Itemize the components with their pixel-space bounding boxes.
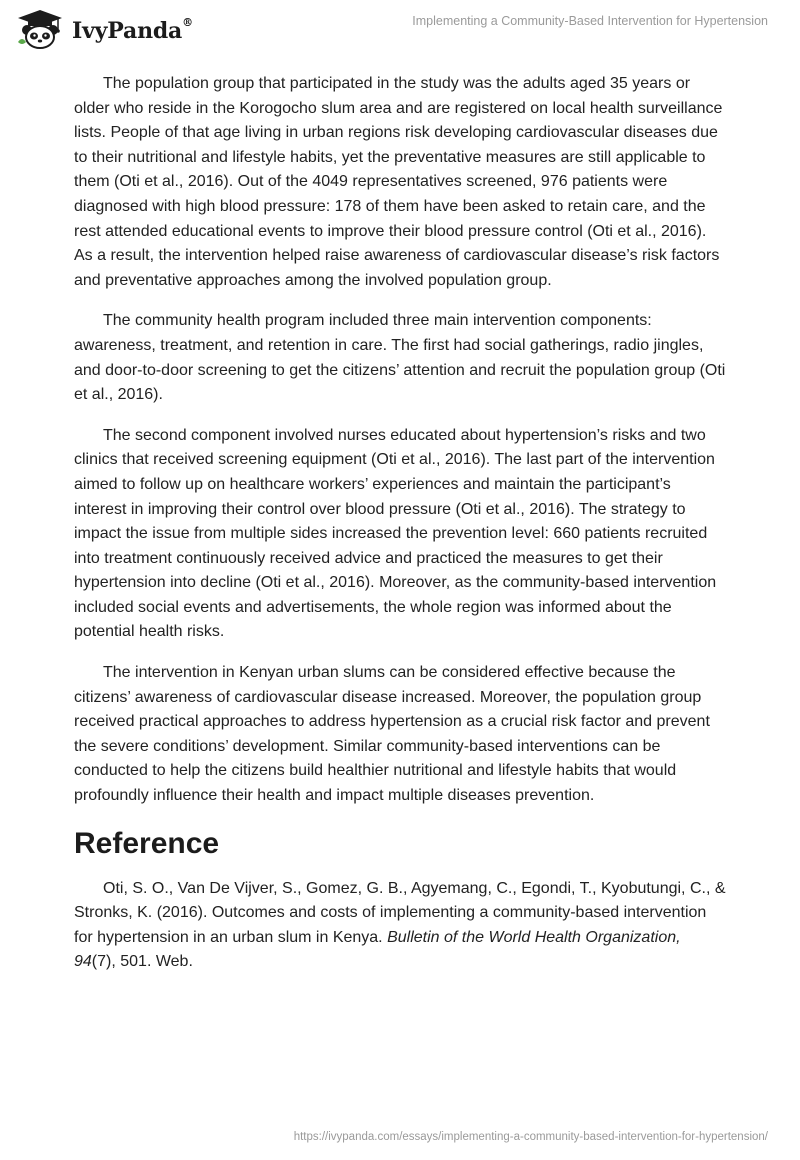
paragraph-program-components: The community health program included three main intervention components: awareness, treatment, and retention in care. The first had social gatherings, radio jingles, and door-to-door screening to get the citizens’ attention and recruit the population group (Oti et al., 2016). [74, 312, 726, 404]
page-header [0, 0, 800, 60]
essay-body [74, 72, 726, 975]
reference-issue-pages: (7), 501. Web. [91, 953, 193, 971]
ivypanda-logo[interactable] [14, 8, 193, 50]
registered-mark: ® [182, 16, 193, 29]
paragraph-second-component: The second component involved nurses educated about hypertension’s risks and two clinics that received screening equipment (Oti et al., 2016). The last part of the intervention aimed to follow up on healthcare workers’ experiences and maintain the participant’s interest in improving their control over blood pressure (Oti et al., 2016). The strategy to impact the issue from multiple sides increased the prevention level: 660 patients recruited into treatment continuously received advice and practiced the measures to get their hypertension into decline (Oti et al., 2016). Moreover, as the community-based intervention included social events and advertisements, the whole region was informed about the potential health risks. [74, 426, 717, 641]
reference-authors-title: Oti, S. O., Van De Vijver, S., Gomez, G. B., Agyemang, C., Egondi, T., Kyobutungi, C., & Stronks, K. (2016). Outcomes and costs of implementing a community-based intervention for hypertension in an urban slum in Kenya. [74, 879, 726, 946]
paragraph-population-group: The population group that participated in the study was the adults aged 35 years or older who reside in the Korogocho slum area and are registered on local health surveillance lists. People of that age living in urban regions risk developing cardiovascular diseases due to their nutritional and lifestyle habits, yet the preventative measures are still applicable to them (Oti et al., 2016). Out of the 4049 representatives screened, 976 patients were diagnosed with high blood pressure: 178 of them have been asked to retain care, and the rest attended educational events to improve their blood pressure control (Oti et al., 2016). As a result, the intervention helped raise awareness of cardiovascular disease’s risk factors and preventative approaches among the involved population group. [74, 75, 723, 289]
running-title: Implementing a Community-Based Intervention for Hypertension [412, 14, 768, 28]
panda-graduate-icon [14, 8, 66, 50]
reference-heading: Reference [74, 826, 220, 860]
source-url[interactable]: https://ivypanda.com/essays/implementing-a-community-based-intervention-for-hypertension/ [293, 1131, 768, 1143]
paragraph-conclusion: The intervention in Kenyan urban slums can be considered effective because the citizens’ awareness of cardiovascular disease increased. Moreover, the population group received practical approaches to address hypertension as a crucial risk factor and prevent the severe conditions’ development. Similar community-based interventions can be conducted to help the citizens build healthier nutritional and lifestyle habits that would profoundly influence their health and impact multiple diseases prevention. [74, 664, 710, 805]
logo-wordmark: IvyPanda® [72, 16, 193, 44]
reference-journal: Bulletin of the World Health Organization, 94 [74, 928, 681, 971]
reference-entry [74, 877, 726, 975]
